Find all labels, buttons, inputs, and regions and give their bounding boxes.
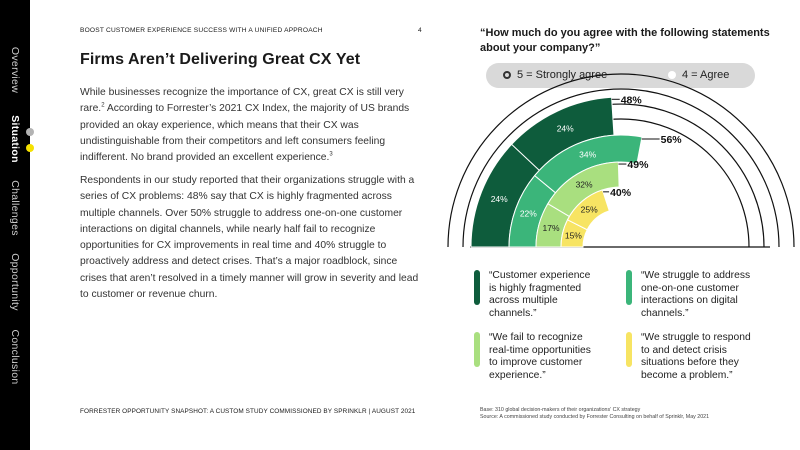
data-label-agree-2: 22% <box>519 208 537 219</box>
nav-item-overview[interactable]: Overview <box>9 46 21 94</box>
nav-item-challenges[interactable]: Challenges <box>9 180 21 236</box>
data-label-agree-3: 17% <box>542 222 560 233</box>
chart-question: “How much do you agree with the following statements about your company?” <box>480 27 770 54</box>
nav-item-conclusion[interactable]: Conclusion <box>9 329 21 385</box>
legend-label-agree: 4 = Agree <box>682 69 730 81</box>
page-title: Firms Aren’t Delivering Great CX Yet <box>80 51 361 68</box>
report-footer: FORRESTER OPPORTUNITY SNAPSHOT: A CUSTOM STUDY COMMISSIONED BY SPRINKLR | AUGUST 2021 <box>80 408 416 415</box>
statement-2 <box>626 270 751 320</box>
chart-notes <box>480 407 709 420</box>
statement-2-text: “We struggle to address one-on-one customer interactions on digital channels.” <box>641 270 751 319</box>
statement-4-color-bar <box>626 332 632 367</box>
total-label-1: 48% <box>620 94 642 107</box>
data-label-strongly-agree-3: 32% <box>575 179 593 190</box>
page-number: 4 <box>418 27 422 34</box>
statement-4 <box>626 332 751 382</box>
statement-4-text: “We struggle to respond to and detect crisis situations before they become a problem.” <box>641 332 751 381</box>
chart-source-note: Source: A commissioned study conducted by Forrester Consulting on behalf of Sprinklr, May 2021 <box>480 413 710 420</box>
footnote-3[interactable]: 3 <box>329 151 333 158</box>
paragraph-1-part-b: According to Forrester’s 2021 CX Index, the majority of US brands provided an okay experience, which means that their CX was undistinguishable from their competitors and left consumers feeling indifferent. No brand provided an excellent experience. <box>80 103 410 164</box>
statement-1 <box>474 270 599 320</box>
nav-item-opportunity[interactable]: Opportunity <box>9 253 21 311</box>
nav-item-situation[interactable]: Situation <box>9 115 21 163</box>
data-label-strongly-agree-4: 25% <box>580 204 598 215</box>
footnote-2[interactable]: 2 <box>101 102 105 109</box>
paragraph-2: Respondents in our study reported that their organizations struggle with a series of CX problems: 48% say that CX is highly fragmented across multiple channels. Over 50% struggle to address one-on-one customer interactions on digital channels, while nearly half fail to recognize opportunities for CX improvements in real time and 40% struggle to proactively address and detect crises. That’s a major roadblock, since crises that aren’t resolved in a timely manner will grow in severity and lead to customer or revenue churn. <box>80 175 419 301</box>
statement-3-text: “We fail to recognize real-time opportunities to improve customer experience.” <box>489 332 591 381</box>
statement-1-color-bar <box>474 270 480 305</box>
data-label-agree-4: 15% <box>564 230 582 241</box>
statement-3 <box>474 332 599 382</box>
data-label-agree-1: 24% <box>490 193 508 204</box>
total-label-2: 56% <box>660 133 682 146</box>
statement-3-color-bar <box>474 332 480 367</box>
statement-1-text: “Customer experience is highly fragmented across multiple channels.” <box>489 270 591 319</box>
total-label-3: 49% <box>627 159 649 172</box>
total-label-4: 40% <box>610 186 632 199</box>
chart-base-note: Base: 310 global decision-makers of their organizations’ CX strategy <box>480 407 641 413</box>
data-label-strongly-agree-2: 34% <box>579 149 597 160</box>
data-label-strongly-agree-1: 24% <box>556 123 574 134</box>
report-header: BOOST CUSTOMER EXPERIENCE SUCCESS WITH A UNIFIED APPROACH <box>80 27 323 34</box>
legend-label-strongly-agree: 5 = Strongly agree <box>517 69 608 81</box>
statement-2-color-bar <box>626 270 632 305</box>
paragraph-1-part-a: While businesses recognize the importance of CX, great CX is still very rare. <box>80 87 404 115</box>
